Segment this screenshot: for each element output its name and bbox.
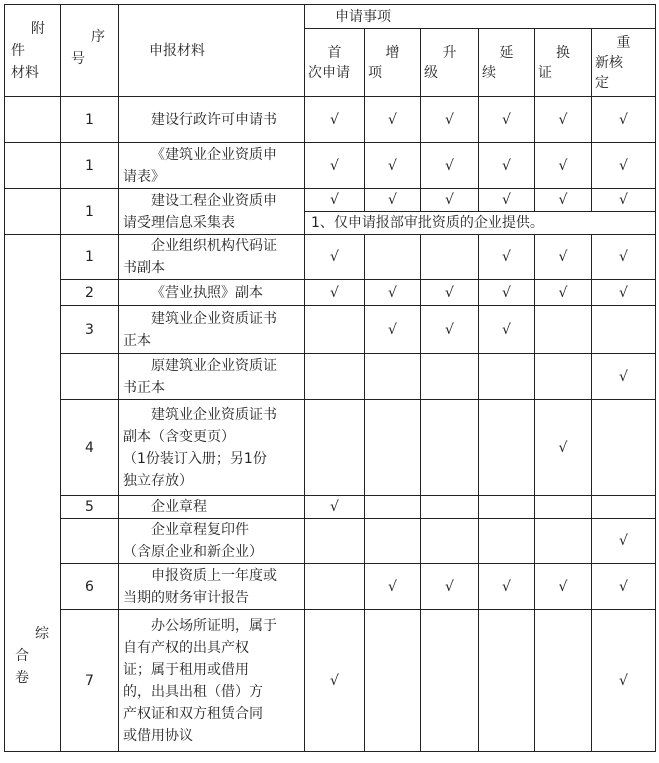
check-cell: √ (479, 189, 535, 212)
check-cell (479, 519, 535, 564)
check-cell: √ (479, 97, 535, 143)
attach-cell-empty (5, 143, 61, 189)
check-cell: √ (421, 280, 479, 306)
check-cell (365, 519, 421, 564)
material-cell (119, 400, 305, 496)
check-cell (421, 400, 479, 496)
check-cell (535, 306, 592, 354)
check-cell: √ (421, 564, 479, 610)
check-cell (365, 496, 421, 519)
header-col-text: 项 (368, 64, 382, 81)
seq-cell: 5 (61, 496, 119, 519)
check-cell (365, 354, 421, 400)
seq-cell: 1 (61, 189, 119, 235)
table-row (5, 235, 656, 280)
material-cell (119, 97, 305, 143)
check-cell: √ (479, 143, 535, 189)
materials-table (4, 4, 656, 752)
check-cell (305, 519, 365, 564)
material-line: 建设行政许可申请书 (151, 111, 277, 128)
material-line: 企业组织机构代码证 (151, 238, 277, 254)
header-col-text: 升 (442, 44, 457, 61)
table-row (5, 519, 656, 564)
check-cell (535, 519, 592, 564)
material-line: 建筑业企业资质证书 (151, 406, 277, 423)
material-line: 办公场所证明，属于 (151, 617, 277, 634)
check-cell: √ (365, 97, 421, 143)
header-col-text: 首 (327, 44, 342, 61)
table-row (5, 306, 656, 354)
attach-cell-empty (5, 97, 61, 143)
seq-cell: 1 (61, 97, 119, 143)
check-cell: √ (305, 235, 365, 280)
check-cell (305, 400, 365, 496)
material-cell (119, 564, 305, 610)
check-cell (479, 610, 535, 752)
check-cell (479, 496, 535, 519)
check-cell (365, 610, 421, 752)
material-line: 《建筑业企业资质申 (151, 146, 277, 163)
seq-cell (61, 519, 119, 564)
material-line: 企业章程复印件 (151, 522, 249, 538)
material-cell (119, 235, 305, 280)
table-row (5, 189, 656, 212)
material-line: 独立存放） (123, 472, 193, 489)
material-line: 请受理信息采集表 (123, 214, 235, 231)
header-material: 申报材料 (119, 5, 305, 97)
material-line: 产权证和双方租赁合同 (123, 705, 263, 722)
check-cell: √ (305, 143, 365, 189)
seq-cell (61, 354, 119, 400)
check-cell (365, 235, 421, 280)
check-cell (421, 519, 479, 564)
table-row (5, 354, 656, 400)
seq-cell: 2 (61, 280, 119, 306)
material-cell (119, 354, 305, 400)
material-line: 申报资质上一年度或 (151, 567, 277, 584)
seq-cell: 7 (61, 610, 119, 752)
table-row (5, 97, 656, 143)
check-cell: √ (479, 235, 535, 280)
check-cell: √ (305, 610, 365, 752)
header-col-5 (592, 29, 656, 97)
header-col-text: 证 (538, 64, 552, 81)
check-cell: √ (479, 564, 535, 610)
check-cell: √ (592, 564, 656, 610)
check-cell (592, 496, 656, 519)
material-line: （含原企业和新企业） (123, 544, 263, 560)
material-line: 当期的财务审计报告 (123, 589, 249, 606)
check-cell (535, 610, 592, 752)
check-cell: √ (535, 400, 592, 496)
check-cell: √ (305, 97, 365, 143)
header-col-3 (479, 29, 535, 97)
check-cell (305, 564, 365, 610)
check-cell: √ (305, 280, 365, 306)
header-col-4 (535, 29, 592, 97)
material-cell (119, 143, 305, 189)
material-cell (119, 306, 305, 354)
check-cell: √ (535, 143, 592, 189)
check-cell: √ (535, 189, 592, 212)
material-line: 《营业执照》副本 (151, 284, 263, 301)
material-line: 证；属于租用或借用 (123, 661, 249, 678)
check-cell (421, 496, 479, 519)
material-cell (119, 496, 305, 519)
material-line: （1份装订入册；另1份 (123, 450, 267, 467)
category-cell (5, 235, 61, 752)
check-cell (592, 306, 656, 354)
note-cell: 1、仅申请报部审批资质的企业提供。 (305, 212, 656, 235)
material-line: 建设工程企业资质申 (151, 192, 277, 209)
check-cell: √ (479, 306, 535, 354)
check-cell: √ (592, 519, 656, 564)
table-row (5, 280, 656, 306)
category-text: 卷 (15, 670, 29, 686)
check-cell: √ (592, 97, 656, 143)
header-col-text: 重 (616, 34, 631, 51)
material-line: 建筑业企业资质证书 (151, 310, 277, 327)
header-col-text: 增 (385, 44, 400, 61)
header-col-text: 续 (482, 64, 496, 81)
check-cell (305, 306, 365, 354)
header-attach: 附 件 材料 (5, 5, 61, 97)
material-line: 自有产权的出具产权 (123, 639, 249, 656)
header-col-text: 次申请 (308, 64, 350, 81)
check-cell: √ (365, 189, 421, 212)
attach-cell-empty (5, 189, 61, 235)
check-cell: √ (535, 235, 592, 280)
category-text: 合 (15, 648, 29, 664)
check-cell: √ (592, 280, 656, 306)
category-text: 综 (35, 626, 49, 642)
check-cell: √ (592, 354, 656, 400)
check-cell: √ (365, 306, 421, 354)
check-cell (479, 354, 535, 400)
check-cell: √ (535, 97, 592, 143)
check-cell: √ (592, 610, 656, 752)
seq-cell: 1 (61, 235, 119, 280)
check-cell (365, 400, 421, 496)
table-row (5, 564, 656, 610)
header-col-2 (421, 29, 479, 97)
material-line: 或借用协议 (123, 727, 193, 744)
check-cell (535, 354, 592, 400)
material-line: 书副本 (123, 260, 165, 276)
seq-cell: 6 (61, 564, 119, 610)
header-col-1 (365, 29, 421, 97)
header-seq: 序 号 (61, 5, 119, 97)
check-cell: √ (421, 97, 479, 143)
material-cell (119, 610, 305, 752)
check-cell (479, 400, 535, 496)
check-cell: √ (365, 143, 421, 189)
material-line: 请表》 (123, 168, 165, 185)
material-line: 企业章程 (151, 499, 207, 515)
check-cell (535, 496, 592, 519)
header-col-text: 级 (424, 64, 438, 81)
seq-cell: 1 (61, 143, 119, 189)
table-row (5, 143, 656, 189)
check-cell: √ (479, 280, 535, 306)
seq-cell: 4 (61, 400, 119, 496)
check-cell: √ (592, 189, 656, 212)
check-cell (421, 235, 479, 280)
seq-cell: 3 (61, 306, 119, 354)
header-col-text: 定 (595, 74, 609, 91)
table-row (5, 610, 656, 752)
check-cell: √ (421, 143, 479, 189)
material-cell (119, 519, 305, 564)
table-row (5, 496, 656, 519)
material-cell (119, 280, 305, 306)
check-cell: √ (592, 235, 656, 280)
header-apply-items: 申请事项 (305, 5, 656, 29)
material-line: 副本（含变更页） (123, 428, 235, 445)
check-cell: √ (305, 496, 365, 519)
check-cell (421, 610, 479, 752)
material-line: 正本 (123, 332, 151, 349)
check-cell: √ (421, 306, 479, 354)
check-cell: √ (305, 189, 365, 212)
material-line: 的，出具出租（借）方 (123, 683, 263, 700)
check-cell: √ (365, 280, 421, 306)
check-cell (421, 354, 479, 400)
check-cell (592, 400, 656, 496)
material-line: 原建筑业企业资质证 (151, 357, 277, 374)
header-col-text: 换 (556, 44, 570, 61)
check-cell: √ (421, 189, 479, 212)
material-line: 书正本 (123, 379, 165, 396)
header-col-0 (305, 29, 365, 97)
check-cell: √ (535, 280, 592, 306)
check-cell: √ (365, 564, 421, 610)
check-cell: √ (592, 143, 656, 189)
check-cell: √ (535, 564, 592, 610)
check-cell (305, 354, 365, 400)
table-row (5, 400, 656, 496)
header-col-text: 新核 (595, 54, 623, 71)
material-cell (119, 189, 305, 235)
header-col-text: 延 (499, 44, 514, 61)
